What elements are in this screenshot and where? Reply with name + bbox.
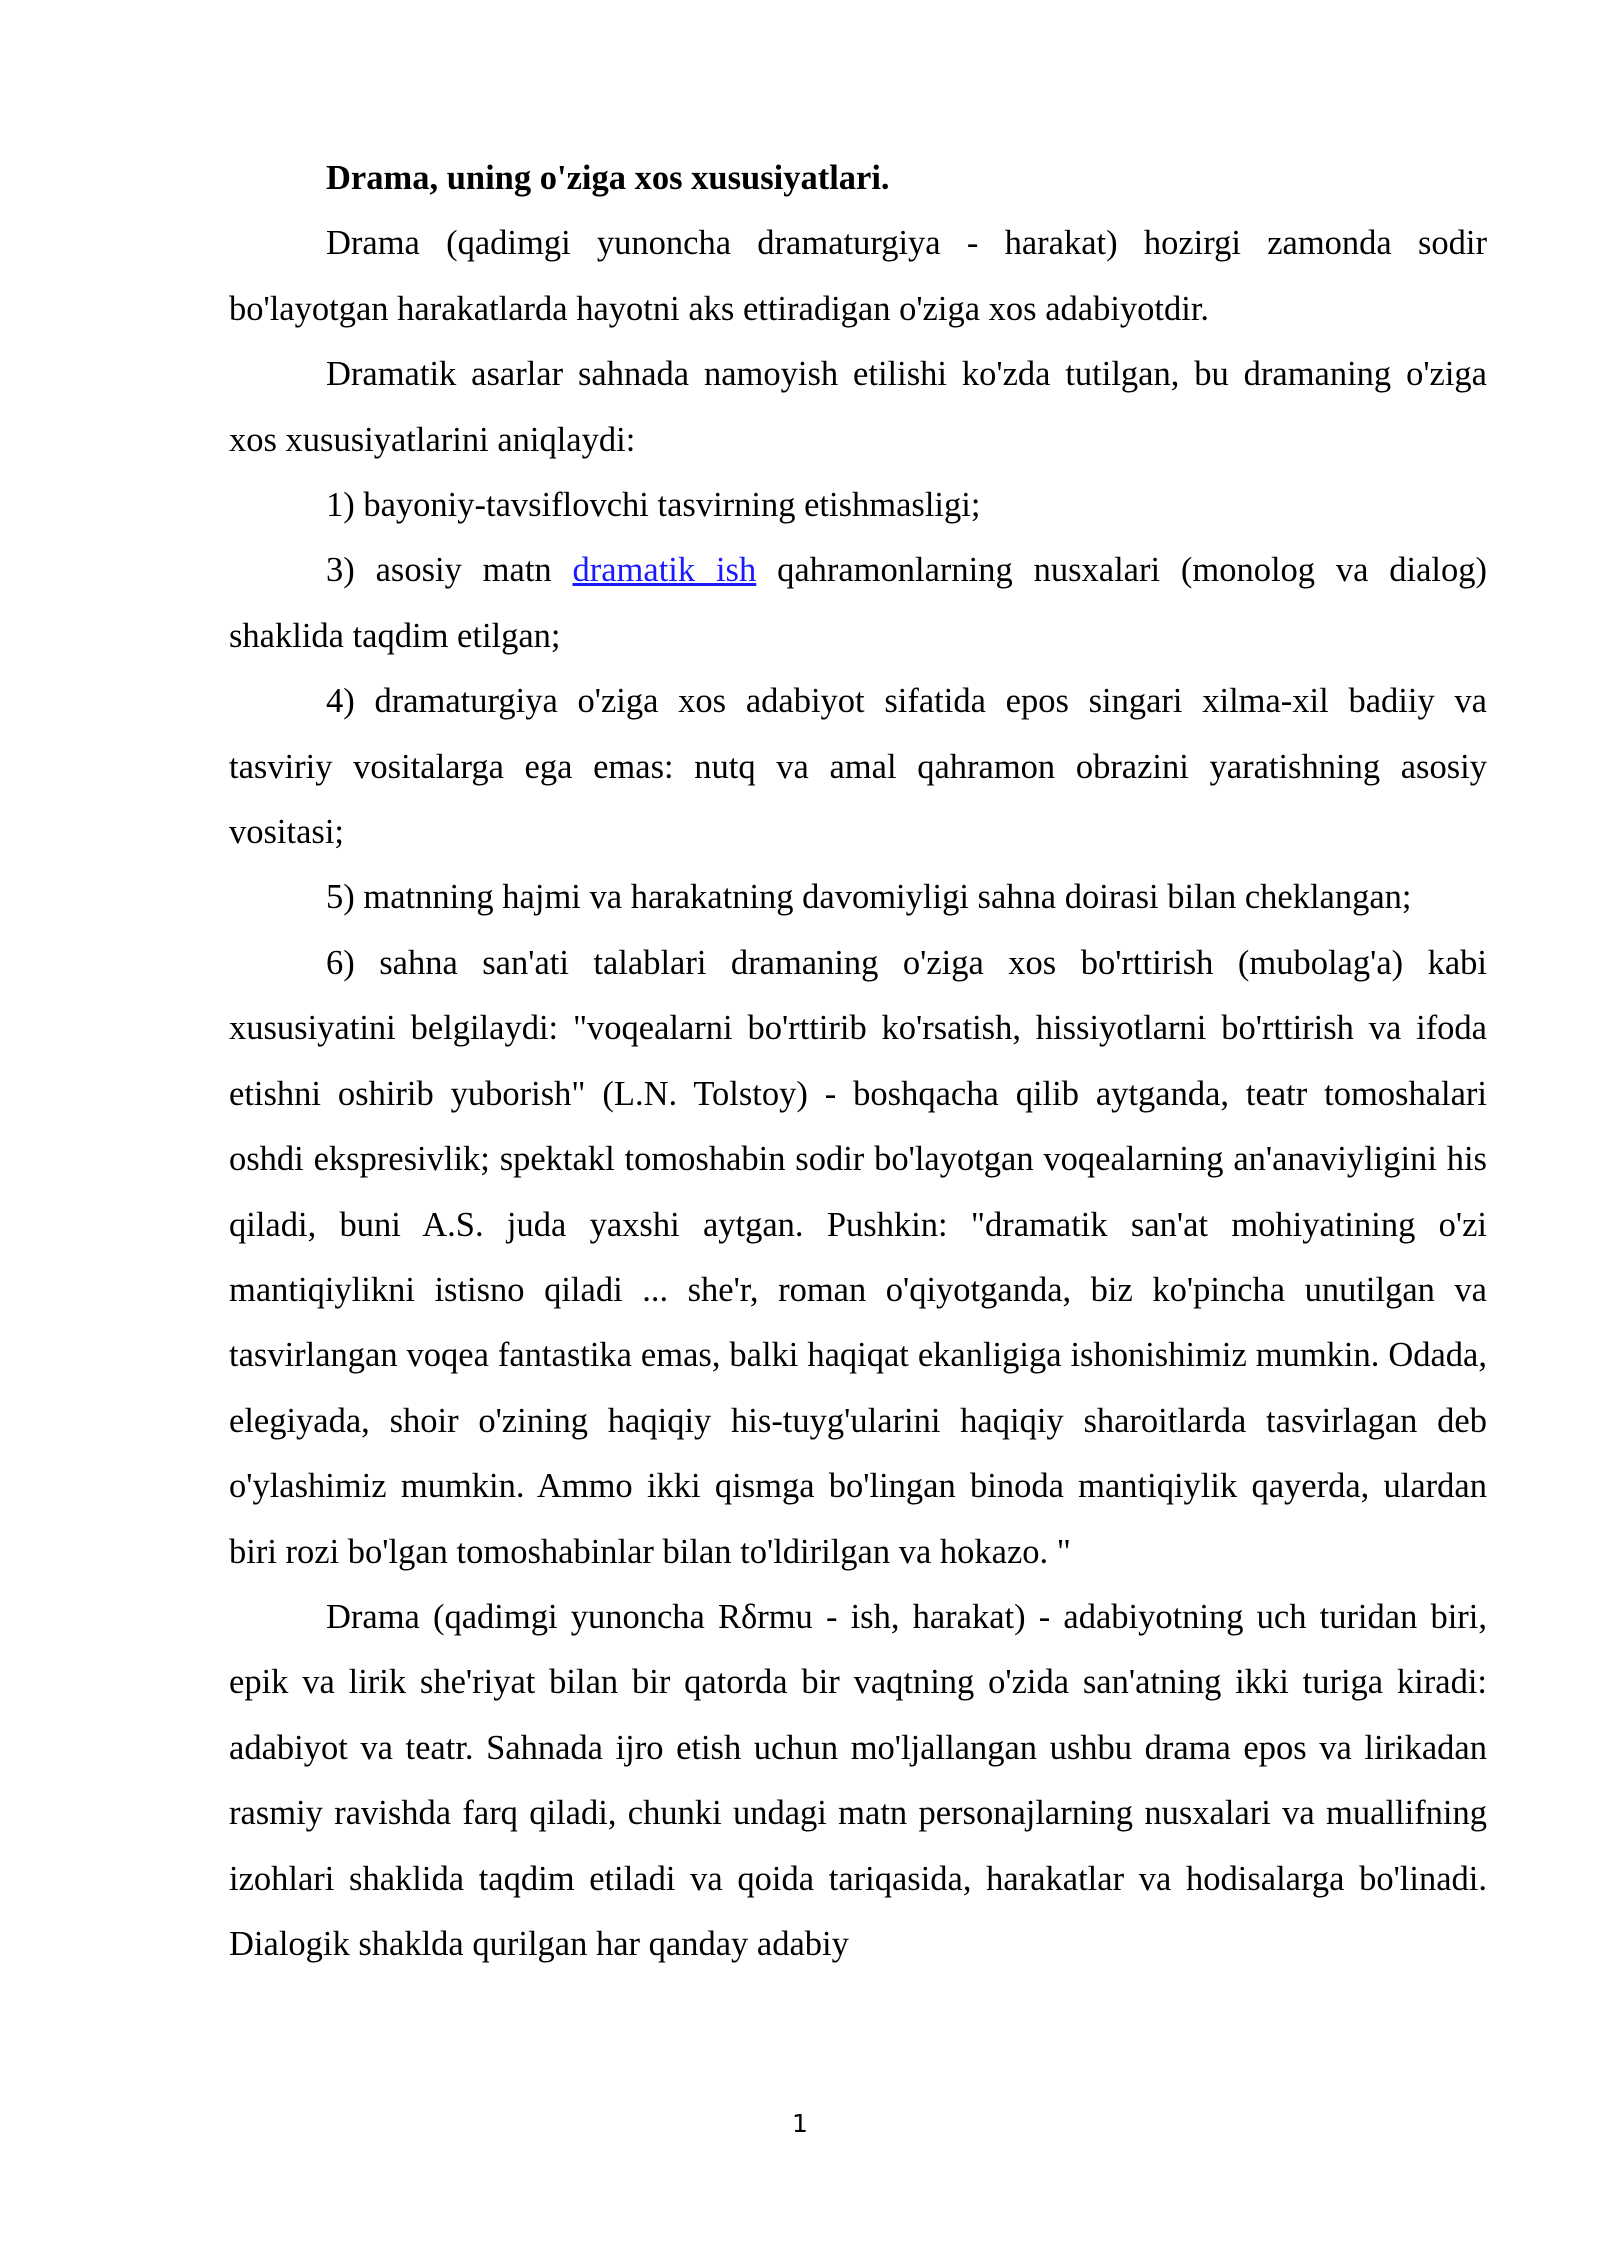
document-body xyxy=(229,146,1487,1977)
list-item-3 xyxy=(229,538,1487,669)
page-number: 1 xyxy=(792,2109,808,2138)
paragraph-drama-definition: Drama (qadimgi yunoncha Rδrmu - ish, harakat) - adabiyotning uch turidan biri, epik va lirik she'riyat bilan bir qatorda bir vaqtning o'zida san'atning ikki turiga kiradi: adabiyot va teatr. Sahnada ijro etish uchun mo'ljallangan ushbu drama epos va lirikadan rasmiy ravishda farq qiladi, chunki undagi matn personajlarning nusxalari va muallifning izohlari shaklida taqdim etiladi va qoida tariqasida, harakatlar va hodisalarga bo'linadi. Dialogik shaklda qurilgan har qanday adabiy xyxy=(229,1597,1487,1963)
list-item-5: 5) matnning hajmi va harakatning davomiyligi sahna doirasi bilan cheklangan; xyxy=(326,878,1412,917)
dramatik-ish-link[interactable]: dramatik ish xyxy=(572,551,757,590)
paragraph-features-intro: Dramatik asarlar sahnada namoyish etilishi ko'zda tutilgan, bu dramaning o'ziga xos xususiyatlarini aniqlaydi: xyxy=(229,355,1487,459)
list-item-4: 4) dramaturgiya o'ziga xos adabiyot sifatida epos singari xilma-xil badiiy va tasviriy vositalarga ega emas: nutq va amal qahramon obrazini yaratishning asosiy vositasi; xyxy=(229,682,1487,852)
list-item-1: 1) bayoniy-tavsiflovchi tasvirning etishmasligi; xyxy=(326,486,981,525)
list-item-3-after: qahramonlarning nusxalari (monolog va dialog) shaklida taqdim etilgan; xyxy=(229,551,1488,655)
paragraph-definition: Drama (qadimgi yunoncha dramaturgiya - harakat) hozirgi zamonda sodir bo'layotgan harakatlarda hayotni aks ettiradigan o'ziga xos adabiyotdir. xyxy=(229,224,1487,328)
list-item-6: 6) sahna san'ati talablari dramaning o'ziga xos bo'rttirish (mubolag'a) kabi xususiyatini belgilaydi: "voqealarni bo'rttirib ko'rsatish, hissiyotlarni bo'rttirish va ifoda etishni oshirib yuborish" (L.N. Tolstoy) - boshqacha qilib aytganda, teatr tomoshalari oshdi ekspresivlik; spektakl tomoshabin sodir bo'layotgan voqealarning an'anaviyligini his qiladi, buni A.S. juda yaxshi aytgan. Pushkin: "dramatik san'at mohiyatining o'zi mantiqiylikni istisno qiladi ... she'r, roman o'qiyotganda, biz ko'pincha unutilgan va tasvirlangan voqea fantastika emas, balki haqiqat ekanligiga ishonishimiz mumkin. Odada, elegiyada, shoir o'zining haqiqiy his-tuyg'ularini haqiqiy sharoitlarda tasvirlagan deb o'ylashimiz mumkin. Ammo ikki qismga bo'lingan binoda mantiqiylik qayerda, ulardan biri rozi bo'lgan tomoshabinlar bilan to'ldirilgan va hokazo. " xyxy=(229,943,1487,1571)
document-title: Drama, uning o'ziga xos xususiyatlari. xyxy=(326,159,890,197)
list-item-3-before: 3) asosiy matn xyxy=(326,551,573,590)
